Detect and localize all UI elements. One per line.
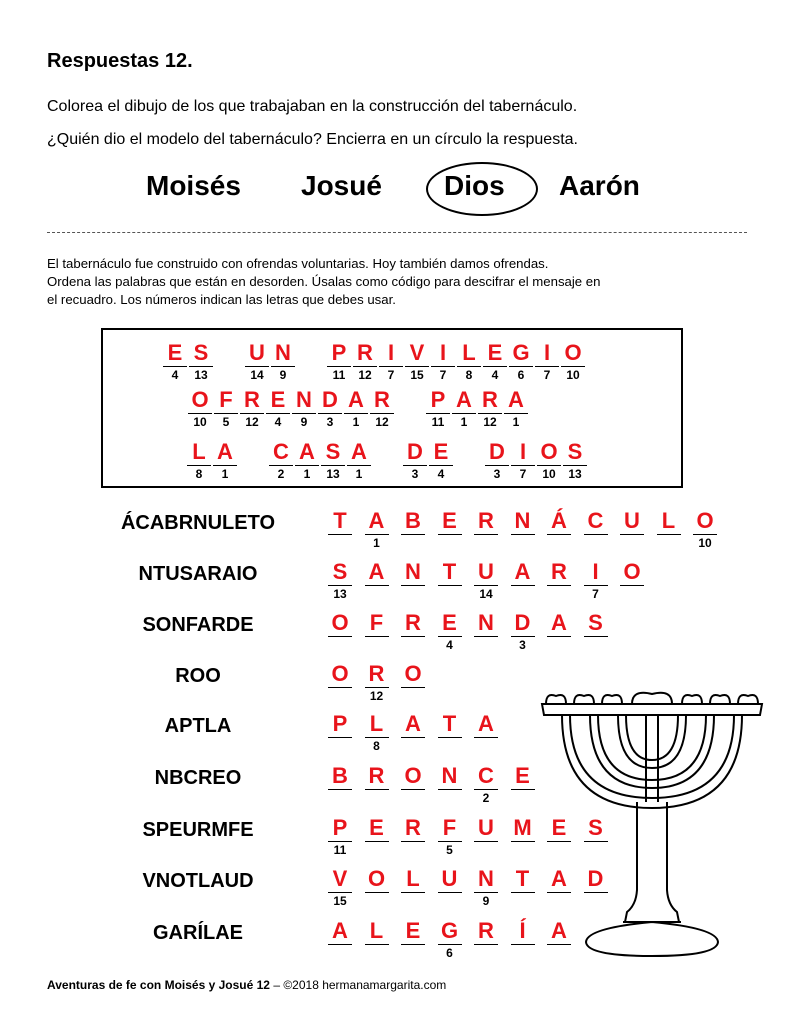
answer-letter: C [273, 439, 289, 464]
letter-code-number: 11 [332, 368, 346, 382]
letter-code-number: 10 [542, 467, 556, 481]
letter-code-number: 11 [333, 843, 347, 857]
answer-line [269, 465, 293, 466]
answer-line [429, 465, 453, 466]
answer-letter: S [325, 439, 341, 464]
answer-line [292, 413, 316, 414]
answer-line [328, 585, 352, 586]
answer-letter: O [540, 439, 558, 464]
answer-letter: E [167, 340, 183, 365]
scrambled-word: NTUSARAIO [138, 563, 258, 585]
answer-letter: U [624, 508, 640, 533]
answer-letter: A [299, 439, 315, 464]
answer-options [0, 170, 791, 215]
answer-letter: C [587, 508, 604, 533]
answer-line [401, 789, 425, 790]
option-josue[interactable]: Josué [301, 170, 382, 201]
answer-letter: Á [551, 508, 567, 533]
answer-line [547, 534, 571, 535]
answer-letter: E [442, 610, 457, 635]
letter-code-number: 3 [519, 638, 526, 652]
answer-letter: G [512, 340, 530, 365]
answer-letter: O [404, 763, 422, 788]
answer-letter: O [331, 610, 349, 635]
answer-letter: I [543, 340, 551, 365]
answer-line [213, 465, 237, 466]
answer-line [485, 465, 509, 466]
answer-letter: D [587, 866, 604, 891]
letter-code-number: 8 [195, 467, 203, 481]
scrambled-word: NBCREO [154, 767, 242, 789]
answer-line [438, 892, 462, 893]
answer-line [535, 366, 559, 367]
letter-code-number: 10 [566, 368, 580, 382]
answer-letter: R [374, 387, 390, 412]
answer-letter: R [405, 815, 421, 840]
scrambled-word: ROO [175, 665, 221, 687]
answer-line [483, 366, 507, 367]
answer-line [537, 465, 561, 466]
answer-line [438, 737, 462, 738]
answer-letter: N [478, 610, 494, 635]
answer-line [474, 636, 498, 637]
letter-code-number: 11 [431, 415, 445, 429]
letter-code-number: 6 [517, 368, 525, 382]
letter-code-number: 3 [411, 467, 419, 481]
answer-line [474, 944, 498, 945]
answer-letter: R [405, 610, 421, 635]
answer-line [405, 366, 429, 367]
footer-credit: – ©2018 hermanamargarita.com [269, 978, 447, 992]
answer-line [511, 585, 535, 586]
answer-letter: V [409, 340, 425, 365]
answer-line [426, 413, 450, 414]
answer-letter: D [514, 610, 531, 635]
answer-letter: O [696, 508, 714, 533]
answer-line [365, 737, 389, 738]
footer-title: Aventuras de fe con Moisés y Josué 12 [47, 978, 270, 992]
answer-line [328, 737, 352, 738]
answer-letter: T [442, 711, 457, 736]
letter-code-number: 4 [446, 638, 453, 652]
answer-letter: A [514, 559, 531, 584]
answer-line [438, 944, 462, 945]
answer-letter: A [551, 918, 567, 943]
answer-line [401, 841, 425, 842]
answer-line [188, 413, 212, 414]
answer-letter: L [406, 866, 420, 891]
scrambled-word: SONFARDE [142, 614, 254, 636]
answer-line [365, 944, 389, 945]
letter-code-number: 12 [369, 689, 384, 703]
divider [47, 232, 747, 233]
answer-letter: N [405, 559, 421, 584]
answer-line [438, 636, 462, 637]
answer-line [321, 465, 345, 466]
answer-letter: B [332, 763, 348, 788]
answer-line [271, 366, 295, 367]
menorah-icon [532, 690, 772, 965]
answer-letter: U [441, 866, 458, 891]
answer-line [365, 892, 389, 893]
paragraph-line-2: Ordena las palabras que están en desorden. Úsalas como código para descifrar el mensaje en [47, 274, 601, 289]
answer-line [328, 841, 352, 842]
answer-line [509, 366, 533, 367]
answer-line [214, 413, 238, 414]
answer-line [620, 534, 644, 535]
scrambled-word: VNOTLAUD [142, 870, 254, 892]
answer-line [452, 413, 476, 414]
letter-code-number: 3 [493, 467, 501, 481]
instruction-color: Colorea el dibujo de los que trabajaban en la construcción del tabernáculo. [47, 98, 578, 115]
letter-code-number: 13 [326, 467, 340, 481]
answer-letter: R [551, 559, 567, 584]
answer-letter: A [368, 508, 385, 533]
answer-letter: O [564, 340, 582, 365]
letter-code-number: 15 [410, 368, 424, 382]
letter-code-number: 6 [446, 946, 453, 960]
answer-line [266, 413, 290, 414]
answer-line [401, 687, 425, 688]
answer-line [584, 585, 608, 586]
answer-letter: O [331, 661, 349, 686]
answer-line [328, 636, 352, 637]
answer-letter: Í [519, 918, 526, 943]
answer-letter: A [217, 439, 233, 464]
answer-line [457, 366, 481, 367]
instruction-circle: ¿Quién dio el modelo del tabernáculo? Encierra en un círculo la respuesta. [47, 131, 578, 148]
paragraph-line-3: el recuadro. Los números indican las letras que debes usar. [47, 292, 396, 307]
answer-letter: L [369, 918, 384, 943]
answer-letter: I [592, 559, 599, 584]
answer-line [401, 944, 425, 945]
answer-line [431, 366, 455, 367]
answer-line [511, 944, 535, 945]
answer-letter: L [462, 340, 476, 365]
answer-line [347, 465, 371, 466]
answer-letter: B [405, 508, 421, 533]
option-moises[interactable]: Moisés [146, 170, 241, 201]
answer-letter: I [519, 439, 527, 464]
answer-letter: T [442, 559, 457, 584]
letter-code-number: 1 [221, 467, 229, 481]
letter-code-number: 4 [437, 467, 445, 481]
answer-letter: A [332, 918, 348, 943]
answer-letter: G [440, 918, 459, 943]
answer-letter: N [296, 387, 312, 412]
scrambled-word: SPEURMFE [142, 819, 254, 841]
answer-line [189, 366, 213, 367]
letter-code-number: 7 [543, 368, 551, 382]
letter-code-number: 12 [358, 368, 372, 382]
answer-letter: A [478, 711, 494, 736]
answer-letter: M [513, 815, 532, 840]
answer-line [511, 841, 535, 842]
letter-code-number: 1 [355, 467, 363, 481]
answer-letter: E [270, 387, 286, 412]
answer-line [379, 366, 403, 367]
letter-code-number: 9 [482, 894, 490, 908]
answer-letter: D [489, 439, 505, 464]
letter-code-number: 10 [193, 415, 207, 429]
letter-code-number: 2 [277, 467, 285, 481]
answer-letter: N [514, 508, 531, 533]
answer-letter: I [439, 340, 447, 365]
letter-code-number: 9 [279, 368, 287, 382]
answer-letter: O [191, 387, 209, 412]
answer-line [438, 534, 462, 535]
letter-code-number: 15 [333, 894, 347, 908]
answer-line [365, 534, 389, 535]
answer-line [547, 636, 571, 637]
footer [47, 978, 446, 992]
answer-letter: E [551, 815, 567, 840]
answer-line [511, 892, 535, 893]
answer-line [620, 585, 644, 586]
answer-line [474, 789, 498, 790]
answer-line [344, 413, 368, 414]
answer-letter: P [331, 340, 347, 365]
answer-line [504, 413, 528, 414]
letter-code-number: 3 [326, 415, 334, 429]
answer-line [163, 366, 187, 367]
answer-line [245, 366, 269, 367]
answer-letter: E [487, 340, 503, 365]
answer-letter: D [322, 387, 338, 412]
answer-letter: N [441, 763, 458, 788]
scrambled-word: ÁCABRNULETO [120, 512, 276, 534]
letter-code-number: 12 [245, 415, 259, 429]
letter-code-number: 13 [194, 368, 208, 382]
answer-line [365, 789, 389, 790]
letter-code-number: 4 [491, 368, 499, 382]
letter-code-number: 1 [512, 415, 520, 429]
answer-line [240, 413, 264, 414]
letter-code-number: 1 [373, 536, 380, 550]
answer-letter: U [478, 559, 494, 584]
answer-letter: P [332, 815, 348, 840]
answer-letter: F [369, 610, 384, 635]
answer-letter: R [357, 340, 373, 365]
answer-letter: F [442, 815, 457, 840]
answer-letter: L [192, 439, 206, 464]
letter-code-number: 13 [333, 587, 347, 601]
answer-letter: D [407, 439, 423, 464]
answer-letter: I [387, 340, 395, 365]
letter-code-number: 12 [375, 415, 389, 429]
answer-line [584, 534, 608, 535]
letter-code-number: 5 [446, 843, 453, 857]
letter-code-number: 7 [439, 368, 447, 382]
letter-code-number: 8 [373, 739, 380, 753]
answer-letter: A [351, 439, 367, 464]
scrambled-word: GARÍLAE [153, 922, 243, 944]
answer-line [511, 465, 535, 466]
letter-code-number: 7 [592, 587, 599, 601]
answer-letter: S [567, 439, 583, 464]
answer-letter: O [367, 866, 386, 891]
answer-line [365, 687, 389, 688]
letter-code-number: 4 [171, 368, 179, 382]
answer-line [187, 465, 211, 466]
answer-letter: E [433, 439, 449, 464]
answer-line [328, 534, 352, 535]
answer-letter: S [193, 340, 209, 365]
answer-line [327, 366, 351, 367]
page-title: Respuestas 12. [47, 50, 193, 72]
answer-line [401, 585, 425, 586]
letter-code-number: 1 [303, 467, 311, 481]
letter-code-number: 1 [460, 415, 468, 429]
letter-code-number: 8 [465, 368, 473, 382]
answer-letter: T [515, 866, 530, 891]
letter-code-number: 7 [519, 467, 527, 481]
letter-code-number: 9 [300, 415, 308, 429]
answer-letter: R [482, 387, 498, 412]
answer-line [478, 413, 502, 414]
answer-line [401, 534, 425, 535]
answer-letter: P [332, 711, 348, 736]
letter-code-number: 14 [250, 368, 264, 382]
answer-line [365, 636, 389, 637]
letter-code-number: 10 [698, 536, 712, 550]
answer-letter: L [661, 508, 676, 533]
letter-code-number: 13 [568, 467, 582, 481]
answer-line [328, 944, 352, 945]
answer-letter: V [332, 866, 348, 891]
answer-letter: R [368, 661, 385, 686]
answer-line [511, 789, 535, 790]
answer-letter: N [275, 340, 291, 365]
answer-line [547, 585, 571, 586]
letter-code-number: 1 [352, 415, 360, 429]
answer-line [511, 636, 535, 637]
answer-letter: U [249, 340, 265, 365]
answer-letter: E [515, 763, 530, 788]
answer-letter: A [551, 610, 567, 635]
answer-letter: C [478, 763, 494, 788]
answer-line [438, 841, 462, 842]
answer-line [474, 892, 498, 893]
answer-line [438, 789, 462, 790]
answer-line [438, 585, 462, 586]
answer-line [370, 413, 394, 414]
answer-letter: O [623, 559, 641, 584]
answer-letter: E [405, 918, 421, 943]
answer-line [657, 534, 681, 535]
answer-line [318, 413, 342, 414]
letter-code-number: 7 [387, 368, 395, 382]
answer-line [401, 892, 425, 893]
paragraph-line-1: El tabernáculo fue construido con ofrendas voluntarias. Hoy también damos ofrendas. [47, 256, 549, 271]
answer-line [328, 892, 352, 893]
answer-letter: A [348, 387, 364, 412]
answer-letter: R [244, 387, 260, 412]
answer-letter: S [332, 559, 348, 584]
answer-letter: A [368, 559, 385, 584]
answer-line [328, 789, 352, 790]
answer-line [365, 841, 389, 842]
answer-letter: A [508, 387, 524, 412]
option-dios[interactable]: Dios [444, 170, 505, 201]
answer-line [563, 465, 587, 466]
answer-letter: R [478, 918, 494, 943]
answer-line [295, 465, 319, 466]
answer-line [328, 687, 352, 688]
letter-code-number: 4 [274, 415, 282, 429]
answer-letter: A [456, 387, 472, 412]
answer-letter: F [219, 387, 233, 412]
answer-letter: T [333, 508, 347, 533]
option-aaron[interactable]: Aarón [559, 170, 640, 201]
letter-code-number: 12 [483, 415, 497, 429]
answer-line [401, 636, 425, 637]
answer-line [365, 585, 389, 586]
answer-letter: P [430, 387, 446, 412]
answer-letter: L [369, 711, 384, 736]
letter-code-number: 2 [482, 791, 490, 805]
answer-line [474, 585, 498, 586]
answer-letter: R [368, 763, 385, 788]
answer-line [584, 636, 608, 637]
answer-line [353, 366, 377, 367]
answer-line [474, 841, 498, 842]
scrambled-word: APTLA [164, 715, 232, 737]
answer-letter: U [478, 815, 494, 840]
answer-line [693, 534, 717, 535]
answer-line [474, 534, 498, 535]
answer-letter: A [551, 866, 567, 891]
answer-letter: N [478, 866, 494, 891]
answer-letter: E [442, 508, 457, 533]
answer-line [474, 737, 498, 738]
answer-line [401, 737, 425, 738]
answer-line [511, 534, 535, 535]
answer-letter: S [588, 610, 603, 635]
answer-line [403, 465, 427, 466]
answer-letter: S [588, 815, 603, 840]
answer-letter: R [478, 508, 494, 533]
answer-letter: O [404, 661, 422, 686]
letter-code-number: 5 [222, 415, 230, 429]
answer-letter: A [405, 711, 421, 736]
answer-line [561, 366, 585, 367]
letter-code-number: 14 [479, 587, 493, 601]
answer-letter: E [369, 815, 384, 840]
